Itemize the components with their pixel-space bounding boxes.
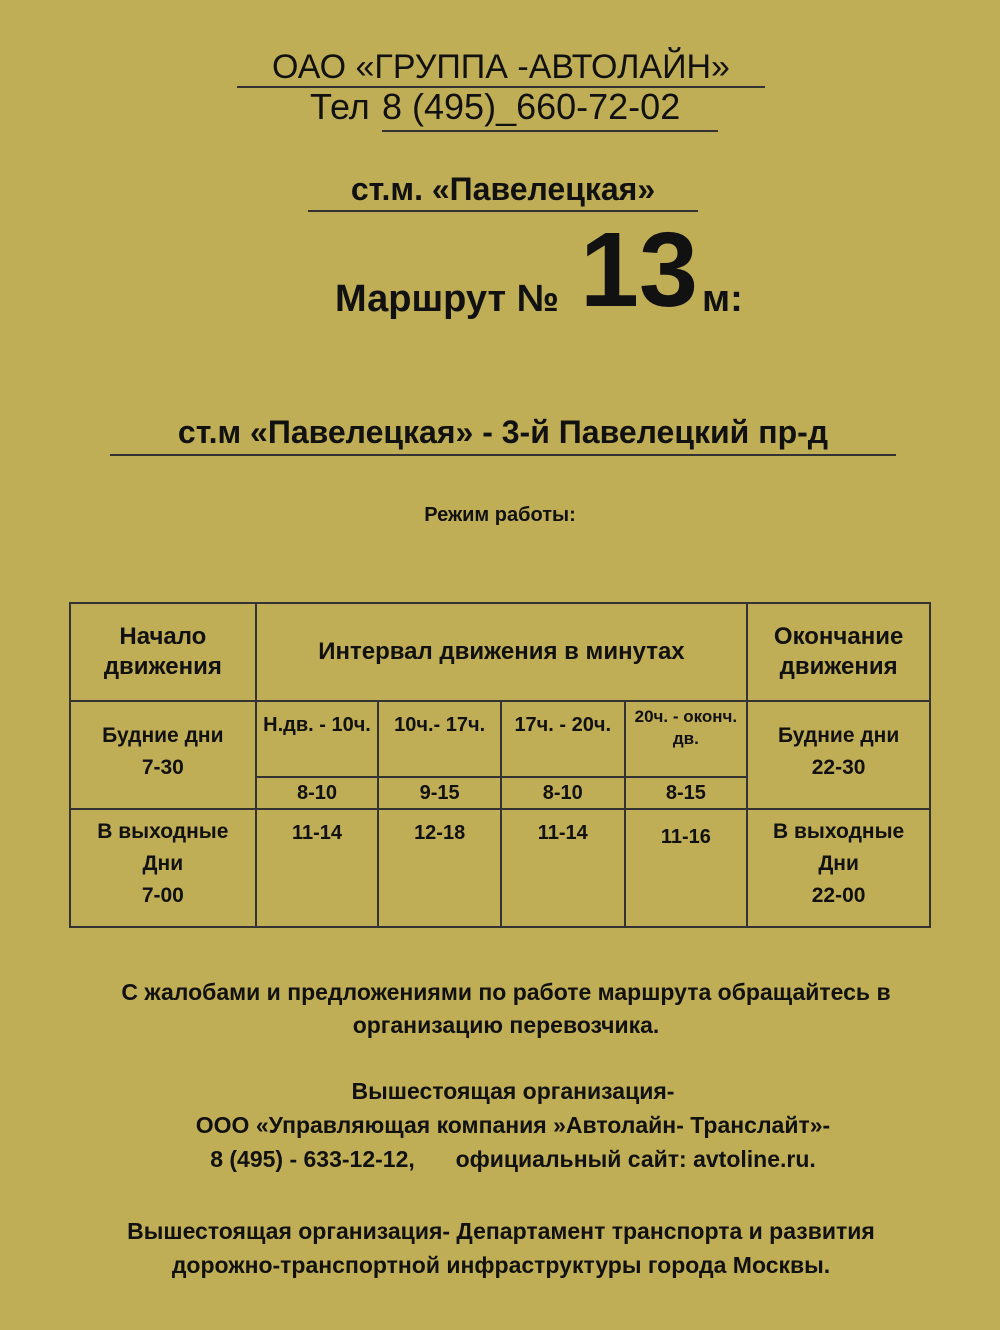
phone-block	[310, 86, 718, 132]
weekend-end-cell	[747, 809, 930, 927]
higher-org-title: Вышестоящая организация-	[351, 1078, 675, 1104]
higher-org-contacts	[0, 1142, 1000, 1176]
phone-number: 8 (495)_660-72-02	[382, 86, 681, 127]
weekend-start-cell	[70, 809, 256, 927]
weekend-start-label-2: Дни	[142, 852, 184, 875]
period-4: 20ч. - оконч. дв.	[625, 701, 748, 777]
weekend-interval-4: 11-16	[625, 809, 748, 927]
department-line-1: Вышестоящая организация- Департамент транспорта и развития	[127, 1218, 875, 1244]
complaints-line-2: организацию перевозчика.	[352, 1012, 660, 1038]
weekday-start-cell	[70, 701, 256, 809]
weekend-start-label: В выходные	[97, 820, 229, 843]
header-start: Начало движения	[70, 603, 256, 701]
higher-org-phone: 8 (495) - 633-12-12,	[210, 1146, 415, 1172]
weekend-interval-2: 12-18	[378, 809, 501, 927]
station-name: ст.м. «Павелецкая»	[308, 168, 698, 212]
route-heading	[0, 211, 1000, 330]
weekend-start-time: 7-00	[141, 884, 184, 907]
weekend-end-label: В выходные	[773, 820, 905, 843]
route-number: 13	[580, 211, 698, 329]
company-name: ОАО «ГРУППА -АВТОЛАЙН»	[237, 48, 765, 88]
weekday-interval-2: 9-15	[378, 777, 501, 809]
period-3: 17ч. - 20ч.	[501, 701, 625, 777]
weekend-end-time: 22-00	[811, 884, 866, 907]
weekend-interval-3: 11-14	[501, 809, 625, 927]
weekend-interval-1: 11-14	[256, 809, 379, 927]
weekday-interval-4: 8-15	[625, 777, 748, 809]
route-suffix: м:	[702, 278, 743, 320]
higher-org-block	[0, 1074, 1000, 1176]
weekday-end-label: Будние дни	[777, 724, 900, 747]
weekday-end-time: 22-30	[811, 756, 866, 779]
weekday-start-label: Будние дни	[102, 724, 224, 747]
header-end: Окончание движения	[747, 603, 930, 701]
department-block	[0, 1214, 1000, 1282]
weekday-interval-3: 8-10	[501, 777, 625, 809]
route-path: ст.м «Павелецкая» - 3-й Павелецкий пр-д	[110, 410, 896, 456]
complaints-note	[0, 976, 1000, 1042]
complaints-line-1: С жалобами и предложениями по работе маршрута обращайтесь в	[121, 979, 891, 1005]
header-interval: Интервал движения в минутах	[256, 603, 748, 701]
schedule-title: Режим работы:	[424, 504, 576, 526]
route-label: Маршрут №	[335, 278, 559, 320]
phone-prefix: Тел	[310, 86, 370, 127]
weekend-end-label-2: Дни	[818, 852, 859, 875]
period-2: 10ч.- 17ч.	[378, 701, 501, 777]
higher-org-site: официальный сайт: avtoline.ru.	[455, 1146, 816, 1172]
higher-org-name: ООО «Управляющая компания »Автолайн- Транслайт»-	[195, 1112, 831, 1138]
department-line-2: дорожно-транспортной инфраструктуры города Москвы.	[171, 1252, 831, 1278]
weekday-interval-1: 8-10	[256, 777, 379, 809]
weekday-start-time: 7-30	[141, 756, 184, 779]
period-1: Н.дв. - 10ч.	[256, 701, 379, 777]
weekday-end-cell	[747, 701, 930, 809]
schedule-table	[69, 602, 931, 928]
